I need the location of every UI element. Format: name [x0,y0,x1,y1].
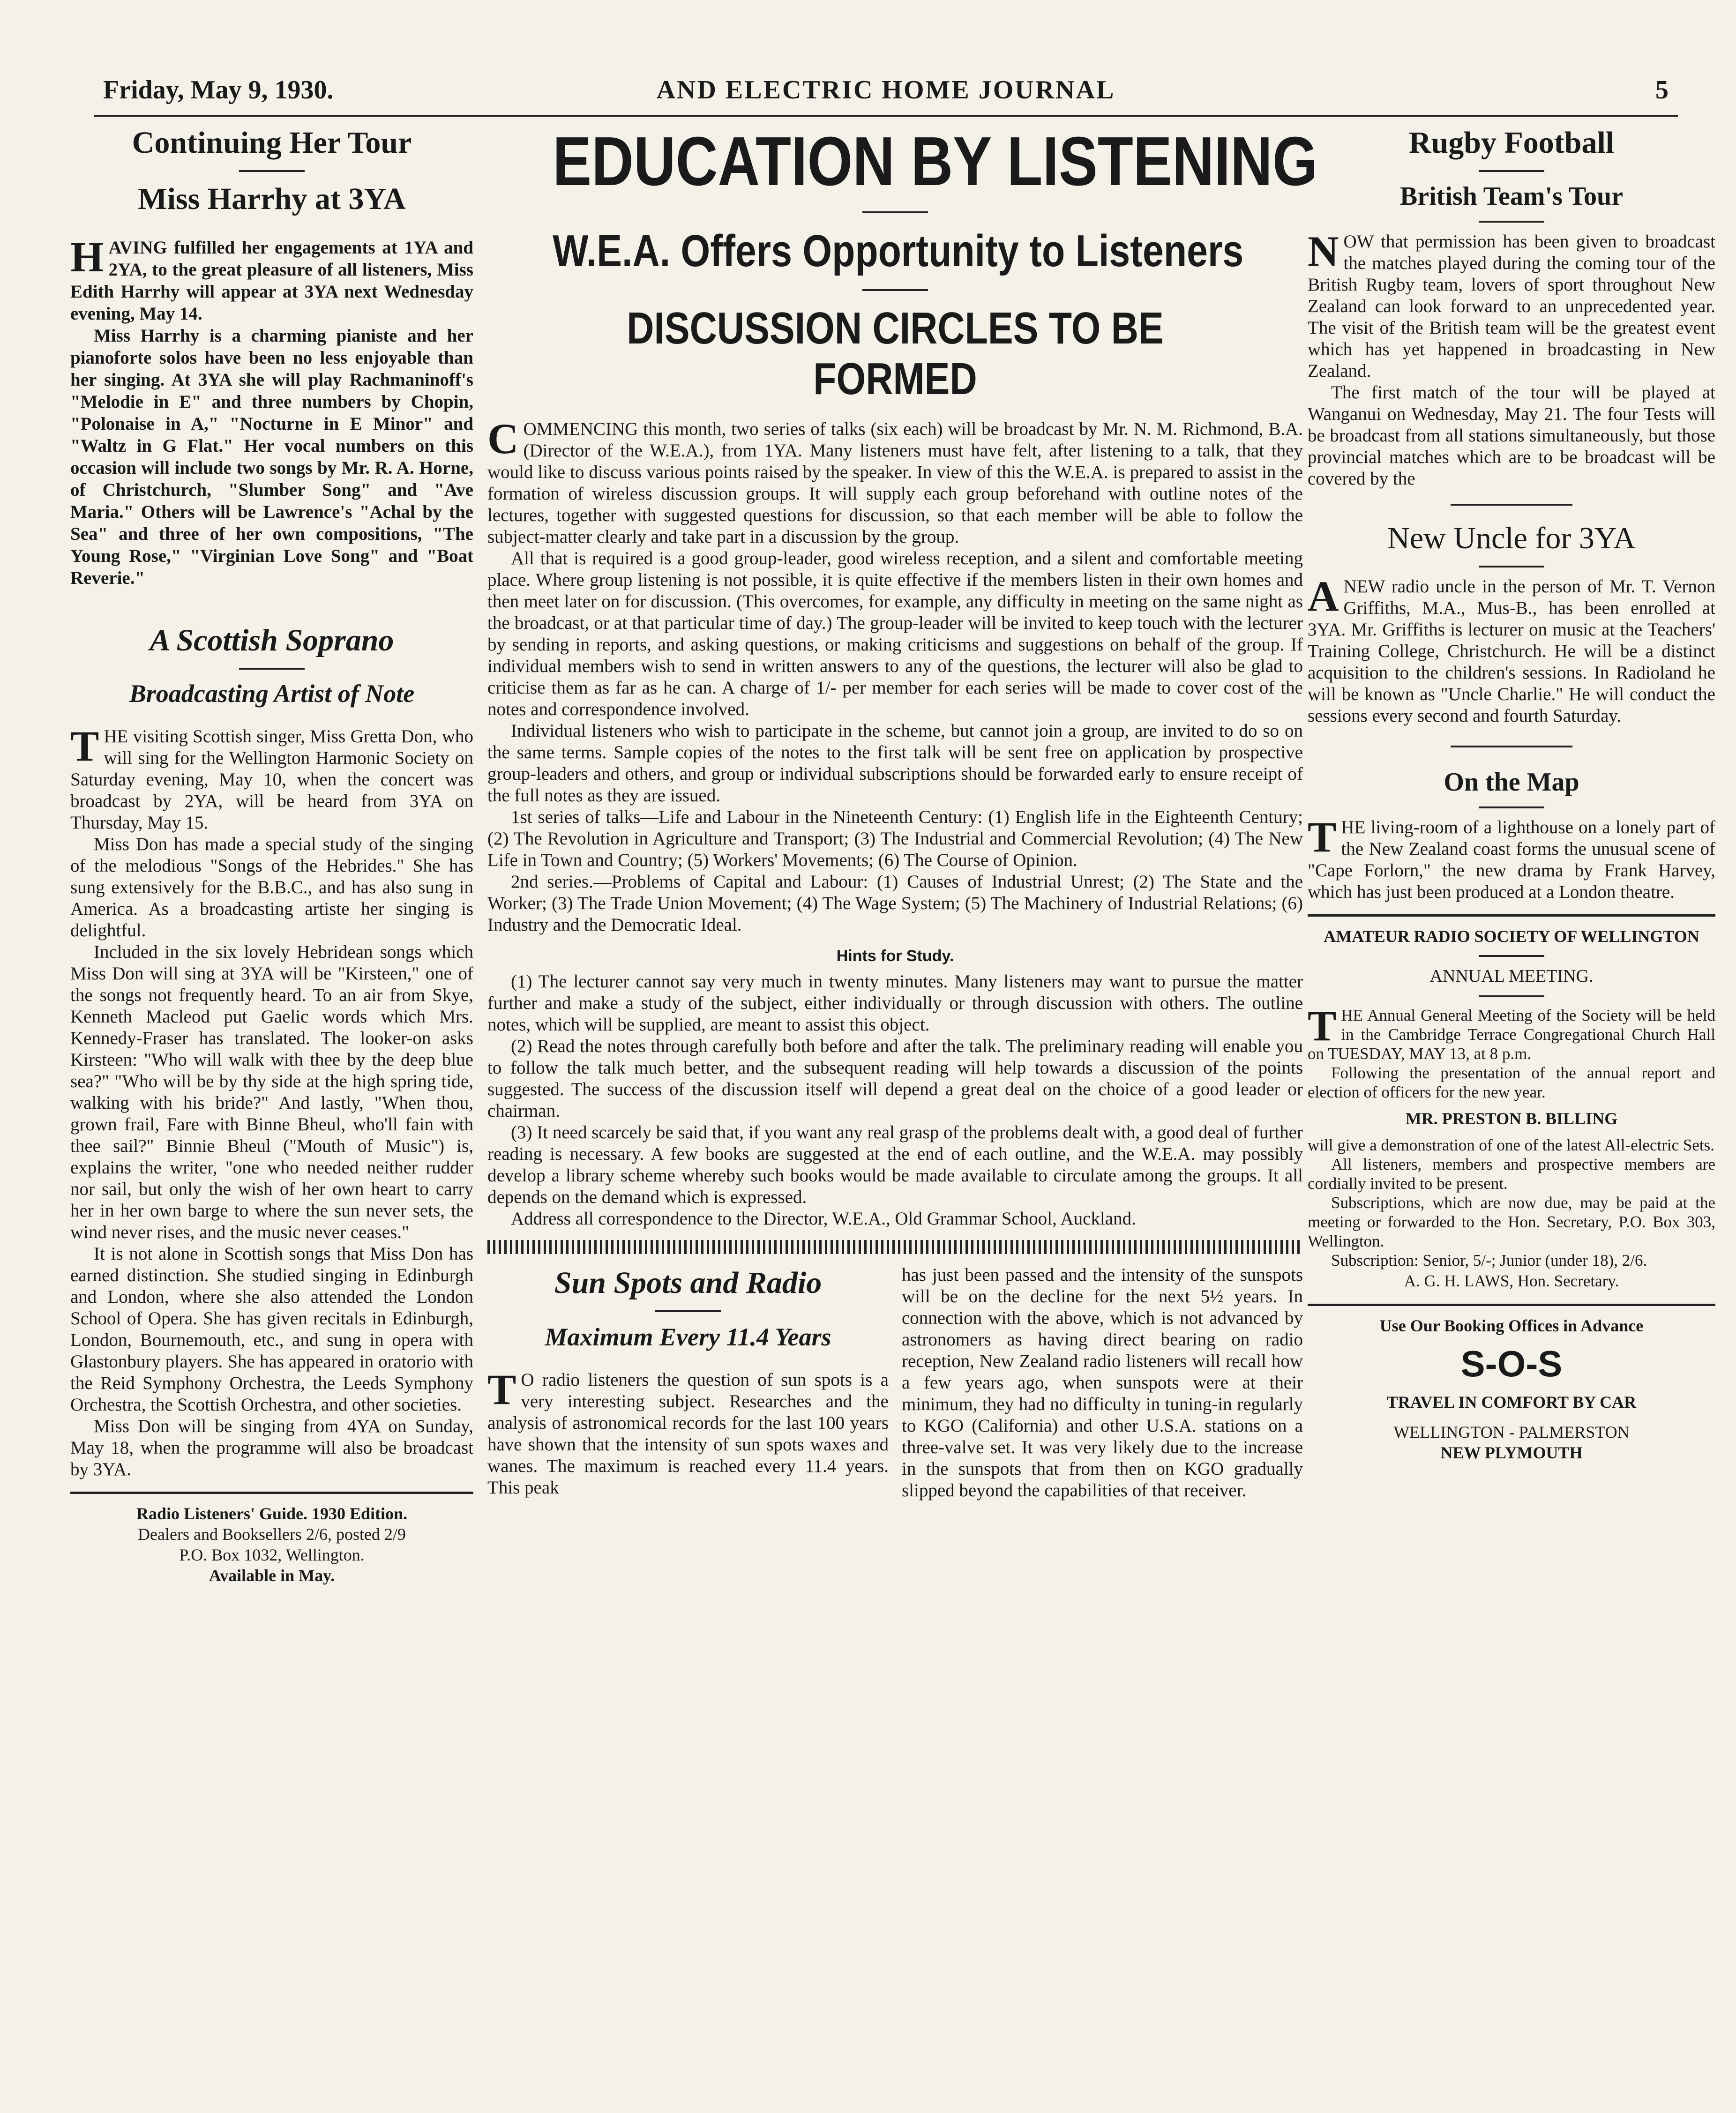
soprano-article [70,622,473,1480]
rugby-p2: The first match of the tour will be played at Wanganui on Wednesday, May 21. The four Tests will be broadcast from all stations simultaneously, but those provincial matches which are to be broadcast will be covered by the [1308,382,1715,489]
harrhy-article [70,124,473,589]
header-title: AND ELECTRIC HOME JOURNAL [656,75,1115,105]
amateur-p1: HE Annual General Meeting of the Society will be held in the Cambridge Terrace Congregational Church Hall on TUESDAY, MAY 13, at 8 p.m. [1308,1006,1715,1063]
sunspots-p1: O radio listeners the question of sun spots is a very interesting subject. Researches and the analysis of astronomical records for the last 100 years have shown that the intensity of sun spots waxes and wanes. The maximum is reached every 11.4 years. This peak [487,1370,889,1498]
divider [1479,170,1544,172]
divider [655,1310,721,1312]
divider [1479,566,1544,567]
sunspots-article [487,1264,1303,1501]
harrhy-p1: AVING fulfilled her engagements at 1YA and 2YA, to the great pleasure of all listeners, Miss Edith Harrhy will appear at 3YA next Wednesday evening, May 14. [70,238,473,324]
map-title: On the Map [1444,768,1579,797]
uncle-article [1308,520,1715,727]
soprano-title: A Scottish Soprano [150,623,394,657]
divider [239,170,305,172]
harrhy-subtitle: Miss Harrhy at 3YA [138,182,406,216]
soprano-p2: Miss Don has made a special study of the singing of the melodious "Songs of the Hebrides." She has sung extensively for the B.B.C., and has also sung in America. As a broadcasting artiste her singing is delightful. [70,834,473,941]
page-header [94,70,1678,117]
soprano-p3: Included in the six lovely Hebridean songs which Miss Don will sing at 3YA will be "Kirsteen," one of the songs not frequently heard. To an air from Skye, Kenneth Macleod put Gaelic words which Mrs. Kennedy-Fraser has translated. The looker-on asks Kirsteen: "Who will walk with thee by the deep blue sea?" "Who will be by thy side at the high spring tide, walking with his bride?" And lastly, "When thou, grown frail, Fare with Binne Bheul, who'll fain with thee sail?" Binnie Bheul ("Mouth of Music") is, explains the writer, "one who needed neither rudder nor sail, but only the wish of her own heart to carry her in her own barge to where the sun never sets, the wind never rises, and the music never ceases." [70,942,473,1242]
amateur-p3: will give a demonstration of one of the latest All-electric Sets. [1308,1136,1714,1154]
dotted-divider [487,1240,1303,1254]
uncle-p1: NEW radio uncle in the person of Mr. T. Vernon Griffiths, M.A., Mus-B., has been enrolled at 3YA. Mr. Griffiths is lecturer on music at the Teachers' Training College, Christchurch. He will be a distinct acquisition to the children's sessions. In Radioland he will be known as "Uncle Charlie." He will conduct the sessions every second and fourth Saturday. [1308,576,1715,726]
divider [1479,995,1544,997]
rugby-title: Rugby Football [1408,126,1615,160]
hint-4: Address all correspondence to the Director, W.E.A., Old Grammar School, Auckland. [511,1209,1136,1229]
dropcap: T [487,1366,516,1413]
map-p1: HE living-room of a lighthouse on a lonely part of the New Zealand coast forms the unusual scene of "Cape Forlorn," the new drama by Frank Harvey, which has just been produced at a London theatre. [1308,817,1715,902]
hint-2: (2) Read the notes through carefully both before and after the talk. The preliminary reading will enable you to follow the talk much better, and the subsequent reading will help towards a discussion of the points suggested. The success of the discussion itself will depend a great deal on the choice of a good leader or chairman. [487,1036,1303,1121]
ad-line3: WELLINGTON - PALMERSTON [1393,1423,1630,1441]
amateur-p6: Subscription: Senior, 5/-; Junior (under 18), 2/6. [1331,1251,1647,1269]
soprano-p1: HE visiting Scottish singer, Miss Gretta Don, who will sing for the Wellington Harmonic Society on Saturday evening, May 10, when the concert was broadcast by 2YA, will be heard from 3YA on Thursday, May 15. [70,726,473,833]
divider [1479,221,1544,223]
amateur-p5: Subscriptions, which are now due, may be paid at the meeting or forwarded to the Hon. Secretary, P.O. Box 303, Wellington. [1308,1194,1715,1250]
rugby-article [1308,124,1715,490]
sos-advert [1308,1315,1715,1463]
third-headline: DISCUSSION CIRCLES TO BE FORMED [627,303,1164,404]
middle-column [487,123,1318,1501]
hint-1: (1) The lecturer cannot say very much in twenty minutes. Many listeners may want to pursue the matter further and make a study of the subject, either individually or through discussion with others. The outline notes, which will be supplied, are meant to assist this object. [487,971,1303,1035]
ad-line1: Use Our Booking Offices in Advance [1379,1316,1644,1335]
amateur-notice [1308,926,1715,1292]
left-column [70,124,473,1586]
guide-notice [70,1503,473,1586]
ad-brand: S-O-S [1460,1343,1563,1384]
divider [1479,806,1544,808]
header-date: Friday, May 9, 1930. [103,75,334,105]
sunspots-title: Sun Spots and Radio [554,1266,822,1300]
sub-headline: W.E.A. Offers Opportunity to Listeners [553,226,1244,276]
dropcap: C [487,415,519,463]
amateur-p4: All listeners, members and prospective members are cordially invited to be present. [1308,1155,1715,1193]
wea-p1: OMMENCING this month, two series of talks (six each) will be broadcast by Mr. N. M. Richmond, B.A. (Director of the W.E.A.), from 1YA. Many listeners must have felt, after listening to a talk, that they would like to discuss various points raised by the speaker. In view of this the W.E.A. is prepared to assist in the formation of wireless discussion groups. It will supply each group beforehand with outline notes of the lectures, together with suggested questions for discussion, so that each member will be able to follow the subject-matter clearly and take part in a discussion by the group. [487,419,1303,547]
hint-3: (3) It need scarcely be said that, if you want any real grasp of the problems dealt with, a good deal of further reading is necessary. A few books are suggested at the end of each outline, and the W.E.A. may possibly develop a library scheme whereby such books would be made available to circulate among the groups. It all depends on the demand which is expressed. [487,1122,1303,1207]
divider [1479,955,1544,957]
guide-line4: Available in May. [209,1566,335,1585]
amateur-title: AMATEUR RADIO SOCIETY OF WELLINGTON [1324,927,1699,946]
ad-line4: NEW PLYMOUTH [1440,1443,1583,1462]
divider [70,1492,473,1494]
dropcap: T [1308,813,1337,861]
dropcap: N [1308,227,1339,275]
guide-line3: P.O. Box 1032, Wellington. [179,1546,365,1564]
guide-line1: Radio Listeners' Guide. 1930 Edition. [136,1504,408,1523]
guide-line2: Dealers and Booksellers 2/6, posted 2/9 [138,1525,406,1544]
divider [862,289,928,291]
main-headline: EDUCATION BY LISTENING [553,123,1318,200]
wea-p3: Individual listeners who wish to participate in the scheme, but cannot join a group, are invited to do so on the same terms. Sample copies of the notes to the first talk will be sent free on application by prospective group-leaders and others, and group or individual subscriptions should be forwarded early to ensure receipt of the full notes as they are issued. [487,721,1303,806]
right-column [1308,124,1715,1463]
amateur-subtitle: ANNUAL MEETING. [1429,966,1594,986]
dropcap: T [1308,1002,1337,1050]
dropcap: A [1308,572,1339,620]
divider [1451,746,1572,747]
hints-title: Hints for Study. [836,947,954,965]
amateur-name: MR. PRESTON B. BILLING [1405,1109,1618,1128]
divider [1308,914,1715,917]
soprano-subtitle: Broadcasting Artist of Note [129,679,415,708]
dropcap: H [70,233,104,281]
divider [1308,1304,1715,1306]
rugby-subtitle: British Team's Tour [1399,182,1624,211]
amateur-sign: A. G. H. LAWS, Hon. Secretary. [1404,1272,1619,1290]
ad-line2: TRAVEL IN COMFORT BY CAR [1386,1393,1637,1411]
divider [1451,504,1572,506]
amateur-p2: Following the presentation of the annual report and election of officers for the new year. [1308,1064,1715,1101]
map-article [1308,766,1715,903]
soprano-p4: It is not alone in Scottish songs that Miss Don has earned distinction. She studied singing in Edinburgh and London, where she also attended the London School of Opera. She has given recitals in Edinburgh, London, Bournemouth, etc., and sung in opera with Glastonbury players. She has appeared in oratorio with the Reid Symphony Orchestra, the Leeds Symphony Orchestra, the Scottish Orchestra, and other societies. [70,1244,473,1415]
uncle-title: New Uncle for 3YA [1387,521,1636,555]
page-number: 5 [1655,75,1669,105]
dropcap: T [70,722,99,770]
soprano-p5: Miss Don will be singing from 4YA on Sunday, May 18, when the programme will also be broadcast by 3YA. [70,1416,473,1479]
wea-p2: All that is required is a good group-leader, good wireless reception, and a silent and comfortable meeting place. Where group listening is not possible, it is quite effective if the members listen in their own homes and then meet later on for discussion. (This overcomes, for example, any difficulty in meeting on the same night as the broadcast, or at that particular time of day.) The group-leader will be invited to keep touch with the lecturer by sending in reports, and asking questions, or making criticisms and suggestions on behalf of the group. If individual members wish to send in written answers to any of the questions, the lecturer will also be glad to criticise them as far as he can. A charge of 1/- per member for each series will be made to cover cost of the notes and correspondence involved. [487,548,1303,719]
sunspots-subtitle: Maximum Every 11.4 Years [545,1323,831,1351]
wea-p5: 2nd series.—Problems of Capital and Labour: (1) Causes of Industrial Unrest; (2) The State and the Worker; (3) The Trade Union Movement; (4) The Wage System; (5) The Machinery of Industrial Relations; (6) Industry and the Democratic Ideal. [487,872,1303,935]
rugby-p1: OW that permission has been given to broadcast the matches played during the coming tour of the British Rugby team, lovers of sport throughout New Zealand can look forward to an unprecedented year. The visit of the British team will be the greatest event which has yet happened in broadcasting in New Zealand. [1308,231,1715,381]
divider [239,668,305,670]
harrhy-p2: Miss Harrhy is a charming pianiste and her pianoforte solos have been no less enjoyable than her singing. At 3YA she will play Rachmaninoff's "Melodie in E" and three numbers by Chopin, "Polonaise in A," "Nocturne in E Minor" and "Waltz in G Flat." Her vocal numbers on this occasion will include two songs by Mr. R. A. Horne, of Christchurch, "Slumber Song" and "Ave Maria." Others will be Lawrence's "Achal by the Sea" and three of her own compositions, "The Young Rose," "Virginian Love Song" and "Boat Reverie." [70,326,473,588]
harrhy-title: Continuing Her Tour [132,126,412,160]
wea-p4: 1st series of talks—Life and Labour in the Nineteenth Century: (1) English life in the Eighteenth Century; (2) The Revolution in Agriculture and Transport; (3) The Industrial and Commercial Revolution; (4) The New Life in Town and Country; (5) Workers' Movements; (6) The Course of Opinion. [487,807,1303,870]
divider [862,211,928,213]
sunspots-p2: has just been passed and the intensity of the sunspots will be on the decline for the next 5½ years. In connection with the above, which is not advanced by astronomers as having direct bearing on radio reception, New Zealand radio listeners will recall how a few years ago, when sunspots were at their minimum, they had no difficulty in tuning-in regularly to KGO (California) and other U.S.A. stations on a three-valve set. It was very likely due to the increase in the sunspots that from then on KGO gradually slipped beyond the capabilities of that receiver. [902,1265,1303,1501]
